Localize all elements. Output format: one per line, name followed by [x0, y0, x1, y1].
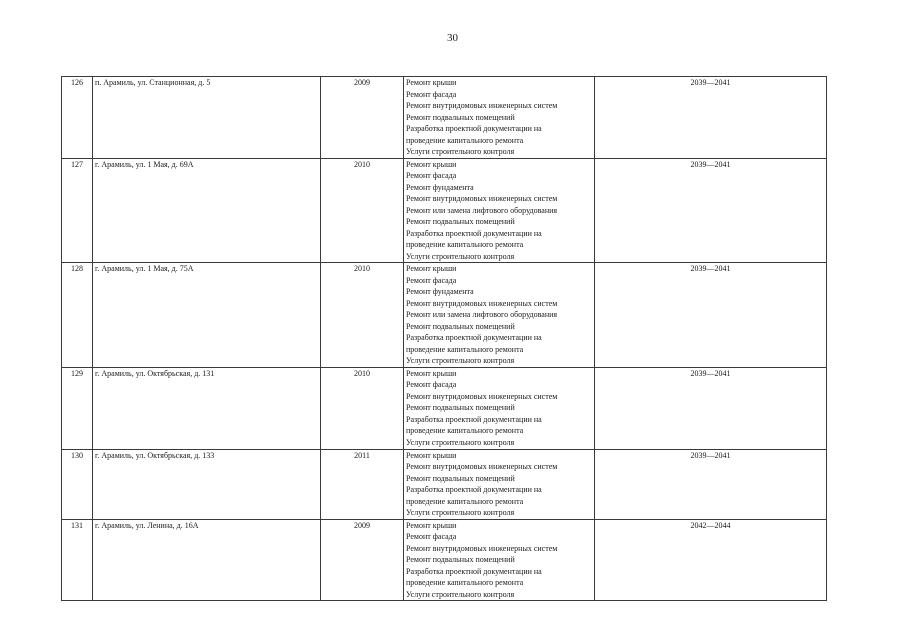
- work-item: проведение капитального ремонта: [406, 240, 524, 249]
- row-address: г. Арамиль, ул. 1 Мая, д. 75А: [93, 263, 321, 368]
- work-item: проведение капитального ремонта: [406, 344, 524, 354]
- row-year: 2011: [321, 449, 404, 519]
- work-item: Ремонт фасада: [406, 171, 457, 180]
- table-row: [62, 263, 827, 368]
- work-item: Ремонт подвальных помещений: [406, 403, 515, 412]
- work-item: проведение капитального ремонта: [406, 496, 524, 506]
- page-number: 30: [447, 32, 458, 44]
- work-item: Ремонт подвальных помещений: [406, 112, 515, 122]
- row-address: г. Арамиль, ул. 1 Мая, д. 69А: [93, 158, 321, 263]
- row-period: 2039—2041: [595, 263, 827, 368]
- work-item: Разработка проектной документации на: [406, 566, 542, 576]
- row-works: [404, 449, 595, 519]
- work-item: Разработка проектной документации на: [406, 124, 542, 133]
- work-item: Ремонт фасада: [406, 89, 457, 99]
- row-year: 2009: [321, 519, 404, 601]
- work-item: Ремонт крыши: [406, 450, 457, 460]
- row-year: 2010: [321, 367, 404, 449]
- table-row: [62, 77, 827, 159]
- work-item: Ремонт фасада: [406, 380, 457, 389]
- row-address: г. Арамиль, ул. Октябрьская, д. 133: [93, 449, 321, 519]
- work-item: Услуги строительного контроля: [406, 251, 515, 261]
- work-item: Услуги строительного контроля: [406, 589, 515, 599]
- work-item: Ремонт или замена лифтового оборудования: [406, 205, 558, 215]
- row-year: 2010: [321, 158, 404, 263]
- table-row: [62, 519, 827, 601]
- work-item: Ремонт или замена лифтового оборудования: [406, 310, 558, 319]
- work-item: Ремонт внутридомовых инженерных систем: [406, 391, 558, 401]
- row-period: 2039—2041: [595, 367, 827, 449]
- work-item: Ремонт фасада: [406, 532, 457, 541]
- work-item: Ремонт внутридомовых инженерных систем: [406, 101, 558, 110]
- work-item: Ремонт внутридомовых инженерных систем: [406, 194, 558, 203]
- row-works: [404, 367, 595, 449]
- work-item: Ремонт подвальных помещений: [406, 217, 515, 226]
- row-period: 2042—2044: [595, 519, 827, 601]
- work-item: Ремонт фундамента: [406, 182, 474, 192]
- row-works: [404, 77, 595, 159]
- table-row: [62, 158, 827, 263]
- row-number: 130: [62, 449, 93, 519]
- work-item: проведение капитального ремонта: [406, 135, 524, 145]
- row-period: 2039—2041: [595, 77, 827, 159]
- work-item: проведение капитального ремонта: [406, 426, 524, 435]
- row-address: г. Арамиль, ул. Октябрьская, д. 131: [93, 367, 321, 449]
- work-item: Ремонт подвальных помещений: [406, 321, 515, 331]
- work-item: Разработка проектной документации на: [406, 333, 542, 342]
- work-item: Услуги строительного контроля: [406, 356, 515, 365]
- row-number: 127: [62, 158, 93, 263]
- work-item: Услуги строительного контроля: [406, 508, 515, 517]
- row-works: [404, 519, 595, 601]
- work-item: Ремонт подвальных помещений: [406, 555, 515, 564]
- work-item: Разработка проектной документации на: [406, 228, 542, 238]
- work-item: Разработка проектной документации на: [406, 414, 542, 424]
- work-item: Ремонт крыши: [406, 368, 457, 378]
- work-item: Ремонт фундамента: [406, 287, 474, 296]
- row-works: [404, 158, 595, 263]
- work-item: Ремонт крыши: [406, 520, 457, 530]
- work-item: Ремонт крыши: [406, 159, 457, 169]
- table-row: [62, 449, 827, 519]
- table-row: [62, 367, 827, 449]
- row-number: 126: [62, 77, 93, 159]
- work-item: Ремонт внутридомовых инженерных систем: [406, 462, 558, 471]
- row-number: 129: [62, 367, 93, 449]
- work-item: Ремонт крыши: [406, 264, 457, 273]
- row-works: [404, 263, 595, 368]
- work-item: Услуги строительного контроля: [406, 147, 515, 156]
- work-item: Ремонт внутридомовых инженерных систем: [406, 543, 558, 553]
- work-item: Услуги строительного контроля: [406, 437, 515, 447]
- row-address: г. Арамиль, ул. Ленина, д. 16А: [93, 519, 321, 601]
- row-address: п. Арамиль, ул. Станционная, д. 5: [93, 77, 321, 159]
- work-item: Ремонт фасада: [406, 275, 457, 285]
- work-item: Ремонт подвальных помещений: [406, 473, 515, 483]
- row-number: 131: [62, 519, 93, 601]
- work-item: проведение капитального ремонта: [406, 578, 524, 587]
- repair-schedule-table: [61, 76, 827, 601]
- work-item: Разработка проектной документации на: [406, 485, 542, 494]
- row-period: 2039—2041: [595, 449, 827, 519]
- row-year: 2010: [321, 263, 404, 368]
- work-item: Ремонт внутридомовых инженерных систем: [406, 298, 558, 308]
- row-number: 128: [62, 263, 93, 368]
- row-year: 2009: [321, 77, 404, 159]
- work-item: Ремонт крыши: [406, 78, 457, 87]
- row-period: 2039—2041: [595, 158, 827, 263]
